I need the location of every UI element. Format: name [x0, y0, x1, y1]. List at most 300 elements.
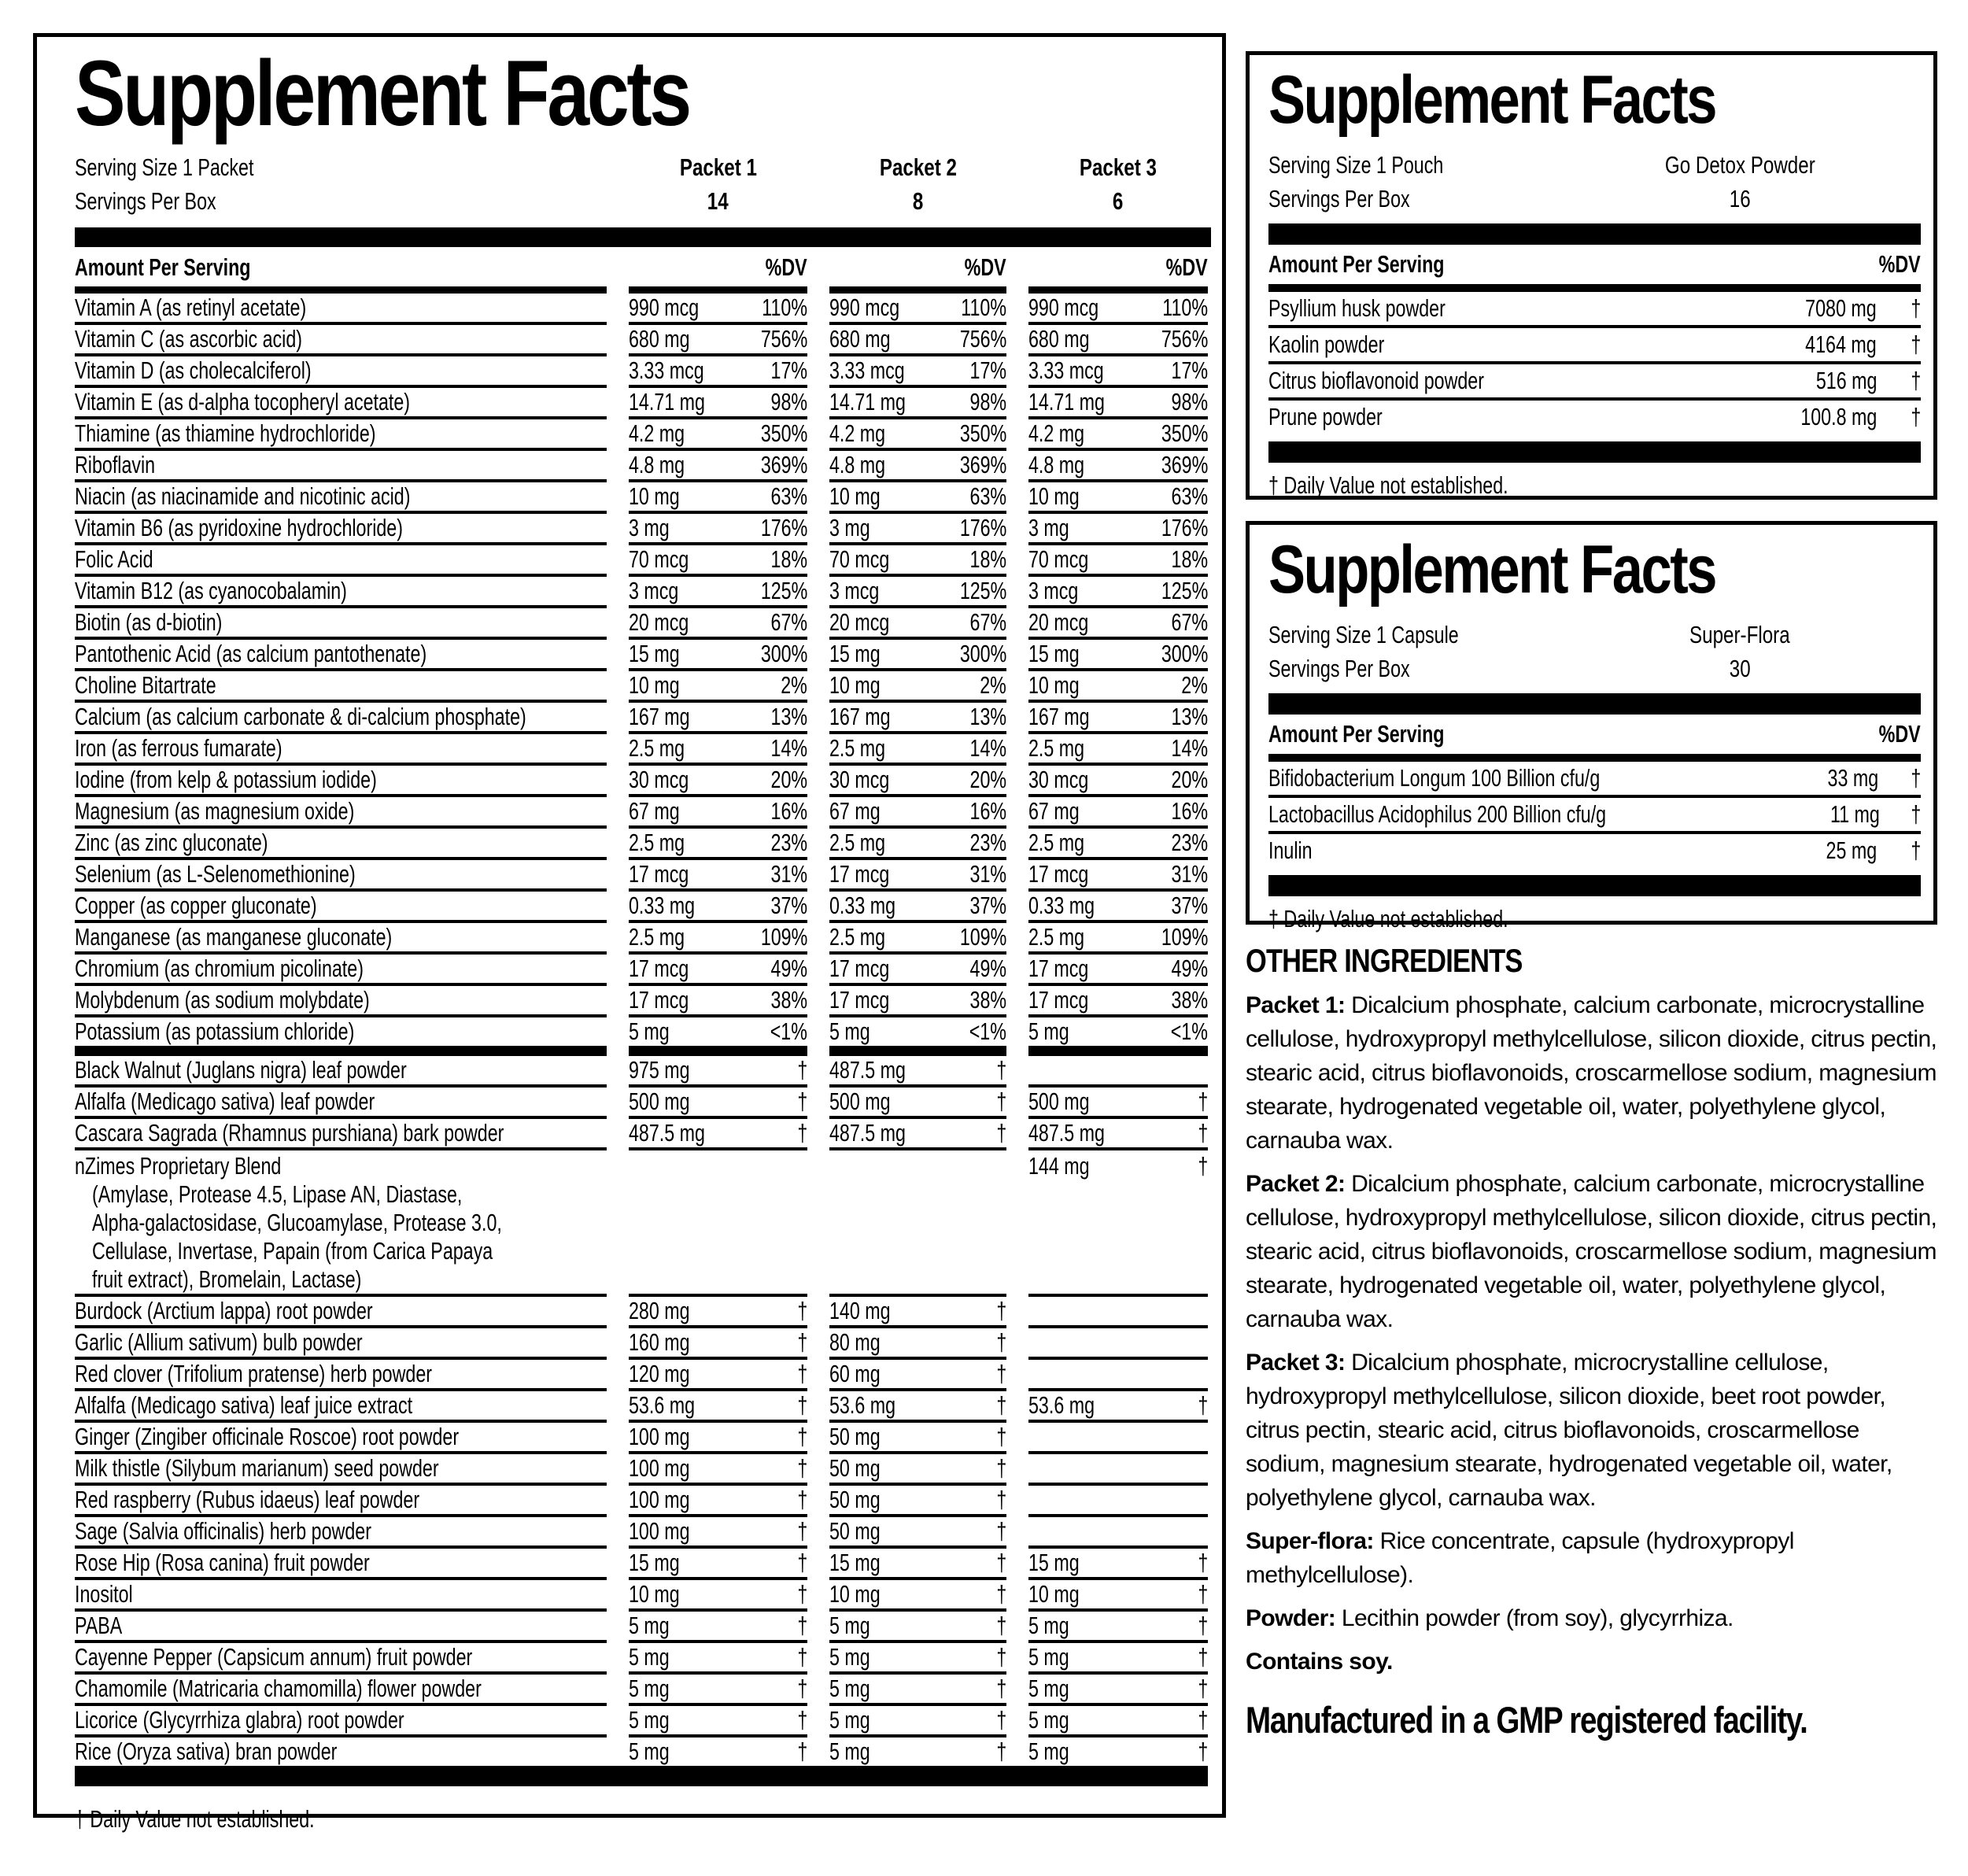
amount-value: 70 mcg — [829, 545, 890, 573]
packet1-cell — [629, 1517, 807, 1549]
dv-value: 38% — [1171, 986, 1208, 1014]
product-name: Super-Flora — [1689, 621, 1790, 648]
amount-value: 160 mg — [629, 1328, 690, 1356]
dv-value: 756% — [1161, 325, 1208, 353]
dv-value: † — [996, 1549, 1006, 1576]
dv-value: † — [996, 1612, 1006, 1639]
packet3-cell — [1028, 1328, 1208, 1360]
ingredient-name: Cayenne Pepper (Capsicum annum) fruit powder — [75, 1643, 473, 1671]
amount-value: 10 mg — [829, 482, 881, 510]
packet1-cell — [629, 1706, 807, 1738]
table-row-name — [75, 1360, 607, 1391]
amount-value: 17 mcg — [829, 955, 890, 982]
ingredient-name: PABA — [75, 1612, 123, 1639]
amount-text: 33 mg — [1827, 764, 1878, 792]
table-row-name — [75, 1738, 607, 1766]
other-ingredients-paragraph: Powder: Lecithin powder (from soy), glycyrrhiza. — [1246, 1605, 1734, 1631]
dv-value: 38% — [969, 986, 1006, 1014]
amount-value: 15 mg — [1028, 640, 1080, 667]
packet2-cell — [829, 1706, 1006, 1738]
table-row-name — [75, 608, 607, 640]
table-row-name — [75, 356, 607, 388]
amount-value: 14.71 mg — [629, 388, 705, 415]
ingredient-name: Vitamin D (as cholecalciferol) — [75, 356, 312, 384]
amount-value: 500 mg — [829, 1088, 891, 1115]
amount-value: 2.5 mg — [1028, 923, 1085, 951]
table-row-name — [75, 986, 607, 1017]
amount-value: 5 mg — [1028, 1675, 1069, 1702]
amount-value: 5 mg — [629, 1612, 670, 1639]
section-separator — [75, 1046, 607, 1056]
amount-value: 990 mcg — [629, 294, 700, 321]
supplement-facts-panel-godetox — [1246, 51, 1937, 500]
ingredient-name: Iodine (from kelp & potassium iodide) — [75, 766, 377, 793]
dv-value — [1877, 292, 1921, 325]
amount-value: 17 mcg — [1028, 860, 1089, 888]
amount-value: 10 mg — [629, 671, 680, 699]
packet2-cell — [829, 1580, 1006, 1612]
ingredient-name: Thiamine (as thiamine hydrochloride) — [75, 419, 376, 447]
packet3-cell — [1028, 955, 1208, 986]
dv-value: 350% — [959, 419, 1006, 447]
table-row-name — [75, 482, 607, 514]
ingredient-name: Choline Bitartrate — [75, 671, 216, 699]
packet2-cell — [829, 514, 1006, 545]
serving-size-label: Serving Size 1 Capsule — [1268, 621, 1459, 648]
other-ingredients-heading: OTHER INGREDIENTS — [1246, 942, 1523, 979]
amount-value: 167 mg — [829, 703, 891, 730]
dv-value: † — [1198, 1119, 1208, 1147]
dv-value: † — [1198, 1549, 1208, 1576]
table-bottom-bar — [75, 1766, 1208, 1786]
ingredient-name: Garlic (Allium sativum) bulb powder — [75, 1328, 363, 1356]
dv-value: 98% — [969, 388, 1006, 415]
dv-value: 176% — [1161, 514, 1208, 541]
other-ingredients-paragraph: Super-flora: Rice concentrate, capsule (hydroxypropyl methylcellulose). — [1246, 1528, 1794, 1588]
dv-value: 350% — [760, 419, 807, 447]
servings-per-box-label: Servings Per Box — [75, 187, 216, 215]
table-row — [1268, 292, 1921, 328]
amount-value: 5 mg — [1028, 1612, 1069, 1639]
amount-value: 100 mg — [629, 1454, 690, 1482]
dv-value: † — [996, 1423, 1006, 1450]
ingredient-name-text: Citrus bioflavonoid powder — [1268, 367, 1484, 394]
dv-value: † — [797, 1612, 807, 1639]
packet2-servings: 8 — [912, 187, 924, 215]
packet1-cell — [629, 797, 807, 829]
dv-value: 49% — [770, 955, 807, 982]
packet3-cell — [1028, 294, 1208, 325]
amount-value: 10 mg — [829, 671, 881, 699]
gmp-statement: Manufactured in a GMP registered facility. — [1246, 1699, 1807, 1741]
dv-value: 109% — [959, 923, 1006, 951]
packet3-cell — [1028, 892, 1208, 923]
packet3-cell — [1028, 1391, 1208, 1423]
ingredient-name: Vitamin A (as retinyl acetate) — [75, 294, 307, 321]
amount-text: 11 mg — [1830, 800, 1880, 828]
servings-row — [1268, 652, 1921, 685]
table-row-name — [75, 1088, 607, 1119]
table-row — [1268, 328, 1921, 364]
servings-per-box-label: Servings Per Box — [1268, 185, 1410, 212]
amount-value: 5 mg — [829, 1612, 870, 1639]
amount-value: 3 mcg — [1028, 577, 1079, 604]
packet3-cell — [1028, 923, 1208, 955]
header-divider-bar — [1268, 693, 1921, 715]
amount-value: 167 mg — [1028, 703, 1090, 730]
amount-value: 2.5 mg — [829, 923, 886, 951]
amount-value: 53.6 mg — [829, 1391, 896, 1419]
ingredient-name: Black Walnut (Juglans nigra) leaf powder — [75, 1056, 407, 1084]
packet2-cell — [829, 325, 1006, 356]
amount-text: 516 mg — [1815, 367, 1877, 394]
packet1-cell — [629, 1738, 807, 1766]
amount-header-row — [1268, 245, 1921, 292]
panel-title: Supplement Facts — [1268, 62, 1716, 138]
amount-text: 4164 mg — [1805, 331, 1877, 358]
serving-size-label: Serving Size 1 Pouch — [1268, 151, 1444, 179]
ingredient-name: Copper (as copper gluconate) — [75, 892, 317, 919]
amount-value: 14.71 mg — [1028, 388, 1105, 415]
dv-value: † — [1198, 1612, 1208, 1639]
amount-value: 2.5 mg — [1028, 829, 1085, 856]
ingredient-name: Ginger (Zingiber officinale Roscoe) root powder — [75, 1423, 460, 1450]
dv-value: 350% — [1161, 419, 1208, 447]
amount-value: 10 mg — [629, 482, 680, 510]
amount-value: 3.33 mcg — [629, 356, 704, 384]
ingredient-name: Milk thistle (Silybum marianum) seed powder — [75, 1454, 439, 1482]
dv-value: † — [797, 1119, 807, 1147]
amount-value: 10 mg — [1028, 671, 1080, 699]
packet1-cell — [629, 388, 807, 419]
packet3-cell — [1028, 545, 1208, 577]
dv-value: 176% — [959, 514, 1006, 541]
packet1-cell — [629, 640, 807, 671]
amount-value: 3 mg — [629, 514, 670, 541]
ingredient-name-text: Prune powder — [1268, 403, 1383, 430]
ingredient-name: Sage (Salvia officinalis) herb powder — [75, 1517, 371, 1545]
amount-value: 15 mg — [629, 640, 680, 667]
dv-value: 18% — [969, 545, 1006, 573]
dv-value: 20% — [1171, 766, 1208, 793]
dv-value: 2% — [980, 671, 1006, 699]
amount-value: 5 mg — [629, 1017, 670, 1045]
table-row-name — [75, 829, 607, 860]
amount-value: 17 mcg — [829, 986, 890, 1014]
dv-value: † — [797, 1675, 807, 1702]
table-row-name — [75, 1423, 607, 1454]
dv-value: 110% — [1162, 294, 1208, 321]
packet1-cell — [629, 1119, 807, 1150]
table-row — [1268, 401, 1921, 434]
product-name: Go Detox Powder — [1664, 151, 1815, 179]
packet3-cell — [1028, 1056, 1208, 1088]
ingredient-name-line: Cellulase, Invertase, Papain (from Carica Papaya — [92, 1237, 493, 1265]
amount-value: 30 mcg — [629, 766, 689, 793]
table-row-name — [75, 1486, 607, 1517]
amount-value: 3 mcg — [629, 577, 679, 604]
dv-value: 110% — [762, 294, 807, 321]
amount-value: 10 mg — [629, 1580, 680, 1608]
packet2-cell — [829, 1297, 1006, 1328]
table-row-name — [75, 419, 607, 451]
ingredient-name-line: Alpha-galactosidase, Glucoamylase, Protease 3.0, — [92, 1209, 502, 1236]
ingredient-name-text: Psyllium husk powder — [1268, 294, 1446, 322]
daily-value-footnote: † Daily Value not established. — [75, 1805, 315, 1833]
dv-value: 98% — [770, 388, 807, 415]
amount-value: 5 mg — [1028, 1738, 1069, 1765]
packet2-cell — [829, 1643, 1006, 1675]
dv-value: † — [996, 1088, 1006, 1115]
dv-value: 13% — [770, 703, 807, 730]
packet3-cell — [1028, 514, 1208, 545]
dv-value: 16% — [1171, 797, 1208, 825]
packet1-cell — [629, 734, 807, 766]
amount-value: 2.5 mg — [629, 829, 685, 856]
ingredient-name: Folic Acid — [75, 545, 153, 573]
dagger-text: † — [1911, 294, 1921, 322]
amount-value: 60 mg — [829, 1360, 881, 1387]
section-separator — [829, 1046, 1006, 1056]
packet1-cell — [629, 1360, 807, 1391]
packet1-cell — [629, 608, 807, 640]
amount-per-serving-header: Amount Per Serving — [1268, 720, 1445, 748]
dv-value: 369% — [959, 451, 1006, 478]
packet3-cell — [1028, 1580, 1208, 1612]
dv-value: 67% — [770, 608, 807, 636]
amount-value: 5 mg — [1028, 1643, 1069, 1671]
amount-value: 5 mg — [829, 1643, 870, 1671]
ingredient-name: Chamomile (Matricaria chamomilla) flower powder — [75, 1675, 482, 1702]
packet1-cell — [629, 1297, 807, 1328]
ingredient-name-line: (Amylase, Protease 4.5, Lipase AN, Diastase, — [92, 1180, 463, 1208]
packet2-cell — [829, 545, 1006, 577]
ingredient-rows — [1268, 762, 1921, 867]
dv-value: 109% — [760, 923, 807, 951]
amount-per-serving-header: Amount Per Serving — [75, 249, 607, 294]
table-row-name — [75, 545, 607, 577]
ingredient-name: Iron (as ferrous fumarate) — [75, 734, 282, 762]
dv-value: 756% — [760, 325, 807, 353]
amount-value: 680 mg — [629, 325, 690, 353]
amount-value: 0.33 mg — [829, 892, 896, 919]
packet1-cell — [629, 986, 807, 1017]
packet1-cell — [629, 829, 807, 860]
amount-header-row — [1268, 715, 1921, 762]
ingredient-name: Rose Hip (Rosa canina) fruit powder — [75, 1549, 370, 1576]
dv-value: † — [797, 1360, 807, 1387]
amount-value: 70 mcg — [1028, 545, 1089, 573]
ingredient-name: Manganese (as manganese gluconate) — [75, 923, 393, 951]
dv-value: 369% — [1161, 451, 1208, 478]
amount-value — [1711, 762, 1878, 795]
amount-value: 4.8 mg — [1028, 451, 1085, 478]
packet1-cell — [629, 1088, 807, 1119]
ingredient-name: Magnesium (as magnesium oxide) — [75, 797, 355, 825]
table-row-name — [75, 1549, 607, 1580]
ingredient-name: nZimes Proprietary Blend — [75, 1152, 282, 1180]
ingredient-name: Pantothenic Acid (as calcium pantothenate) — [75, 640, 427, 667]
packet1-cell — [629, 892, 807, 923]
dv-header-packet3: %DV — [1028, 249, 1208, 294]
amount-value — [1704, 364, 1877, 397]
table-row-name — [75, 1150, 607, 1297]
amount-value: 4.2 mg — [1028, 419, 1085, 447]
packet3-cell — [1028, 451, 1208, 482]
amount-value: 4.2 mg — [829, 419, 886, 447]
table-row-name — [75, 1017, 607, 1046]
footer-divider-bar — [1268, 441, 1921, 463]
amount-value: 3.33 mcg — [829, 356, 905, 384]
packet1-header: Packet 1 — [679, 153, 757, 181]
table-row-name — [75, 892, 607, 923]
serving-size-row — [1268, 618, 1921, 652]
dv-value: † — [797, 1517, 807, 1545]
dagger-text: † — [1911, 800, 1921, 828]
ingredient-name: Vitamin B6 (as pyridoxine hydrochloride) — [75, 514, 403, 541]
ingredient-name-continuation — [75, 1209, 607, 1237]
table-row-name — [75, 1297, 607, 1328]
packet1-cell — [629, 955, 807, 986]
dv-value: † — [1198, 1706, 1208, 1734]
ingredient-name: Burdock (Arctium lappa) root powder — [75, 1297, 373, 1324]
table-row-name — [75, 1612, 607, 1643]
table-row-name — [75, 1675, 607, 1706]
dv-value: † — [996, 1391, 1006, 1419]
ingredient-name: Molybdenum (as sodium molybdate) — [75, 986, 370, 1014]
amount-value: 67 mg — [829, 797, 881, 825]
amount-value: 4.8 mg — [629, 451, 685, 478]
amount-value: 3.33 mcg — [1028, 356, 1104, 384]
dv-value: † — [797, 1738, 807, 1765]
ingredient-name-text: Kaolin powder — [1268, 331, 1385, 358]
amount-value: 20 mcg — [1028, 608, 1089, 636]
dv-header-packet2: %DV — [829, 249, 1006, 294]
ingredient-name: Selenium (as L-Selenomethionine) — [75, 860, 356, 888]
dv-value: 37% — [969, 892, 1006, 919]
amount-value: 2.5 mg — [829, 829, 886, 856]
ingredient-name — [1268, 834, 1704, 867]
dv-value: † — [996, 1738, 1006, 1765]
dv-value: 17% — [1171, 356, 1208, 384]
packet3-cell — [1028, 1549, 1208, 1580]
ingredient-name — [1268, 364, 1704, 397]
table-row-name — [75, 1643, 607, 1675]
dv-value: 176% — [760, 514, 807, 541]
header-divider-bar — [75, 227, 1211, 247]
ingredient-name: Vitamin C (as ascorbic acid) — [75, 325, 303, 353]
dv-value: † — [996, 1360, 1006, 1387]
packet1-cell — [629, 514, 807, 545]
packet2-cell — [829, 860, 1006, 892]
packet2-header: Packet 2 — [879, 153, 957, 181]
dv-value: 125% — [959, 577, 1006, 604]
ingredient-name: Alfalfa (Medicago sativa) leaf juice extract — [75, 1391, 413, 1419]
dv-value: 125% — [760, 577, 807, 604]
ingredient-name-continuation — [75, 1180, 607, 1209]
amount-value: 5 mg — [1028, 1706, 1069, 1734]
packet1-cell — [629, 419, 807, 451]
panel-title: Supplement Facts — [1268, 532, 1716, 607]
amount-value: 3 mg — [1028, 514, 1069, 541]
dv-value — [1878, 762, 1921, 795]
dv-value: † — [996, 1056, 1006, 1084]
dv-value: 125% — [1161, 577, 1208, 604]
dv-header: %DV — [1879, 720, 1921, 748]
dv-value: 18% — [770, 545, 807, 573]
ingredient-name: Inositol — [75, 1580, 133, 1608]
amount-value: 487.5 mg — [629, 1119, 705, 1147]
ingredient-name: Red clover (Trifolium pratense) herb powder — [75, 1360, 432, 1387]
dv-value: 23% — [770, 829, 807, 856]
dv-value — [1877, 834, 1921, 867]
packet3-cell — [1028, 1706, 1208, 1738]
amount-value: 5 mg — [829, 1675, 870, 1702]
table-row-name — [75, 325, 607, 356]
packet3-servings: 6 — [1113, 187, 1124, 215]
dv-value: † — [797, 1297, 807, 1324]
dv-value: 13% — [1171, 703, 1208, 730]
amount-value: 487.5 mg — [829, 1119, 906, 1147]
packet3-cell — [1028, 734, 1208, 766]
amount-value: 100 mg — [629, 1423, 690, 1450]
packet3-cell — [1028, 1423, 1208, 1454]
dagger-text: † — [1911, 836, 1921, 864]
table-row — [1268, 834, 1921, 867]
table-row — [1268, 364, 1921, 401]
daily-value-footnote: † Daily Value not established. — [1268, 471, 1508, 499]
dv-value — [1877, 401, 1921, 434]
dv-value: † — [797, 1056, 807, 1084]
paragraph-lead: Packet 3: — [1246, 1350, 1346, 1376]
dv-value: † — [1198, 1643, 1208, 1671]
amount-value: 990 mcg — [1028, 294, 1099, 321]
ingredient-name-line: fruit extract), Bromelain, Lactase) — [92, 1265, 362, 1293]
packet1-cell — [629, 1675, 807, 1706]
packet2-cell — [829, 419, 1006, 451]
ingredient-name: Licorice (Glycyrrhiza glabra) root powder — [75, 1706, 404, 1734]
dv-value: 67% — [969, 608, 1006, 636]
packet2-cell — [829, 1119, 1006, 1150]
dv-value: 20% — [969, 766, 1006, 793]
amount-header-grid — [75, 249, 1211, 294]
dv-header: %DV — [1879, 250, 1921, 278]
packet1-cell — [629, 923, 807, 955]
packet2-cell — [829, 986, 1006, 1017]
dv-value: 49% — [969, 955, 1006, 982]
dv-value: 20% — [770, 766, 807, 793]
dv-value: 109% — [1161, 923, 1208, 951]
dv-value: 23% — [1171, 829, 1208, 856]
amount-value: 17 mcg — [629, 860, 689, 888]
amount-value — [1704, 401, 1877, 434]
dv-value: 67% — [1171, 608, 1208, 636]
ingredient-name — [1268, 328, 1704, 361]
ingredient-name-text: Lactobacillus Acidophilus 200 Billion cfu/g — [1268, 800, 1607, 828]
table-row-name — [75, 955, 607, 986]
amount-value: 17 mcg — [829, 860, 890, 888]
packet2-cell — [829, 1738, 1006, 1766]
packet2-cell — [829, 388, 1006, 419]
table-row-name — [75, 514, 607, 545]
packet2-cell — [829, 923, 1006, 955]
amount-value: 100 mg — [629, 1486, 690, 1513]
packet1-cell — [629, 766, 807, 797]
amount-value: 144 mg — [1028, 1152, 1090, 1180]
packet2-cell — [829, 451, 1006, 482]
packet1-cell — [629, 1643, 807, 1675]
amount-value: 50 mg — [829, 1517, 881, 1545]
